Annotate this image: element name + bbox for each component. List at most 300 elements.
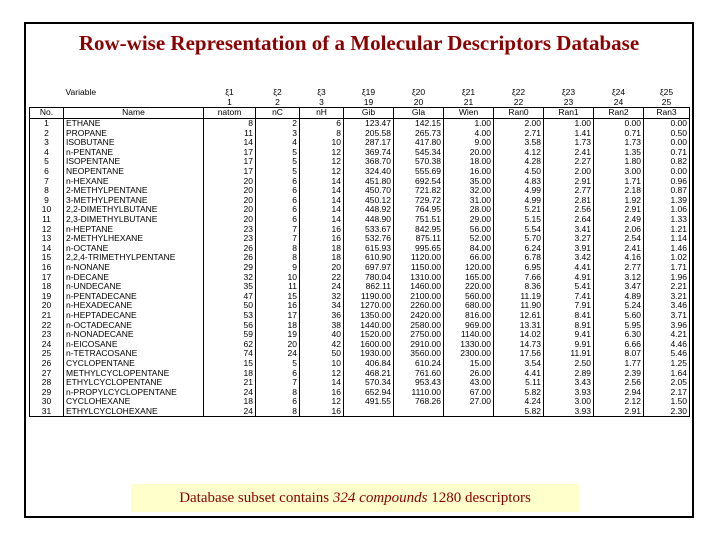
value-cell: 14 xyxy=(300,186,344,196)
value-cell: 5 xyxy=(256,359,300,369)
value-cell: 13.31 xyxy=(494,320,544,330)
value-cell: 67.00 xyxy=(444,387,494,397)
row-number-cell: 18 xyxy=(30,282,64,292)
value-cell: 3.93 xyxy=(544,407,594,417)
value-cell: 17 xyxy=(204,167,256,177)
descriptor-number: 2 xyxy=(275,97,280,107)
value-cell: 287.17 xyxy=(344,138,394,148)
value-cell: 8.41 xyxy=(544,311,594,321)
value-cell: 31.00 xyxy=(444,196,494,206)
value-cell: 2.41 xyxy=(594,244,644,254)
value-cell: 1.77 xyxy=(594,359,644,369)
value-cell: 2.94 xyxy=(594,387,644,397)
value-cell: 5.54 xyxy=(494,224,544,234)
value-cell: 20 xyxy=(204,196,256,206)
value-cell: 6.95 xyxy=(494,263,544,273)
column-header: Ran1 xyxy=(544,108,594,119)
table-row xyxy=(30,167,690,177)
value-cell: 3.91 xyxy=(544,244,594,254)
value-cell: 4.83 xyxy=(494,176,544,186)
value-cell: 451.80 xyxy=(344,176,394,186)
compound-name-cell: 3-METHYLPENTANE xyxy=(64,196,204,206)
compound-name-cell: 2-METHYLHEXANE xyxy=(64,234,204,244)
value-cell: 3.47 xyxy=(594,282,644,292)
column-header: No. xyxy=(30,108,64,119)
value-cell: 120.00 xyxy=(444,263,494,273)
value-cell: 53 xyxy=(204,311,256,321)
value-cell: 10 xyxy=(256,272,300,282)
compound-name-cell: METHYLCYCLOPENTANE xyxy=(64,368,204,378)
table-row xyxy=(30,397,690,407)
value-cell: 32 xyxy=(300,291,344,301)
compound-name-cell: n-PENTANE xyxy=(64,148,204,158)
row-number-cell: 20 xyxy=(30,301,64,311)
column-header: Ran3 xyxy=(644,108,690,119)
value-cell: 768.26 xyxy=(394,397,444,407)
value-cell: 59 xyxy=(204,330,256,340)
value-cell: 4 xyxy=(256,138,300,148)
value-cell: 6 xyxy=(300,118,344,128)
table-row xyxy=(30,291,690,301)
value-cell: 0.00 xyxy=(644,138,690,148)
value-cell: 3.93 xyxy=(544,387,594,397)
row-number-cell: 27 xyxy=(30,368,64,378)
compound-name-cell: n-PENTADECANE xyxy=(64,291,204,301)
value-cell: 23 xyxy=(204,234,256,244)
value-cell: 4.12 xyxy=(494,148,544,158)
value-cell: 12.61 xyxy=(494,311,544,321)
table-row xyxy=(30,148,690,158)
value-cell: 324.40 xyxy=(344,167,394,177)
value-cell: 18 xyxy=(204,368,256,378)
value-cell: 20.00 xyxy=(444,148,494,158)
value-cell: 18 xyxy=(204,397,256,407)
value-cell: 4.41 xyxy=(494,368,544,378)
row-number-cell: 4 xyxy=(30,148,64,158)
compound-name-cell: ISOPENTANE xyxy=(64,157,204,167)
value-cell: 7.66 xyxy=(494,272,544,282)
value-cell: 4.46 xyxy=(644,339,690,349)
value-cell: 555.69 xyxy=(394,167,444,177)
value-cell: 12 xyxy=(300,397,344,407)
value-cell: 4.89 xyxy=(594,291,644,301)
value-cell xyxy=(444,407,494,417)
value-cell: 570.38 xyxy=(394,157,444,167)
value-cell: 7 xyxy=(256,224,300,234)
compound-name-cell: n-DECANE xyxy=(64,272,204,282)
value-cell: 406.84 xyxy=(344,359,394,369)
value-cell: 1.64 xyxy=(644,368,690,378)
value-cell: 3.58 xyxy=(494,138,544,148)
value-cell: 4.91 xyxy=(544,272,594,282)
row-number-cell: 25 xyxy=(30,349,64,359)
value-cell: 953.43 xyxy=(394,378,444,388)
value-cell: 816.00 xyxy=(444,311,494,321)
value-cell: 26 xyxy=(204,244,256,254)
value-cell: 2.91 xyxy=(594,205,644,215)
value-cell: 12 xyxy=(300,157,344,167)
column-header: natom xyxy=(204,108,256,119)
value-cell: 1.71 xyxy=(594,176,644,186)
value-cell: 74 xyxy=(204,349,256,359)
value-cell: 142.15 xyxy=(394,118,444,128)
row-number-cell: 23 xyxy=(30,330,64,340)
value-cell: 35 xyxy=(204,282,256,292)
row-number-cell: 9 xyxy=(30,196,64,206)
value-cell: 417.80 xyxy=(394,138,444,148)
value-cell: 3.43 xyxy=(544,378,594,388)
value-cell: 29 xyxy=(204,263,256,273)
value-cell: 2.00 xyxy=(494,118,544,128)
compound-name-cell: n-NONADECANE xyxy=(64,330,204,340)
value-cell xyxy=(344,407,394,417)
value-cell: 34 xyxy=(300,301,344,311)
value-cell: 2750.00 xyxy=(394,330,444,340)
row-number-cell: 30 xyxy=(30,397,64,407)
table-row xyxy=(30,234,690,244)
compound-name-cell: n-HEPTANE xyxy=(64,224,204,234)
descriptor-symbol: ξ20 xyxy=(411,88,426,98)
value-cell: 26 xyxy=(204,253,256,263)
value-cell: 2.05 xyxy=(644,378,690,388)
row-number-cell: 16 xyxy=(30,263,64,273)
descriptor-table-container xyxy=(29,88,689,417)
value-cell: 780.04 xyxy=(344,272,394,282)
value-cell: 5.41 xyxy=(544,282,594,292)
value-cell: 4.16 xyxy=(594,253,644,263)
value-cell: 2.12 xyxy=(594,397,644,407)
value-cell: 1.92 xyxy=(594,196,644,206)
value-cell: 369.74 xyxy=(344,148,394,158)
value-cell: 8 xyxy=(204,118,256,128)
value-cell: 11.90 xyxy=(494,301,544,311)
column-header: Gla xyxy=(394,108,444,119)
compound-name-cell: ETHYLCYCLOPENTANE xyxy=(64,378,204,388)
descriptor-number: 20 xyxy=(413,97,424,107)
compound-name-cell: ETHANE xyxy=(64,118,204,128)
value-cell: 6 xyxy=(256,215,300,225)
value-cell: 56.00 xyxy=(444,224,494,234)
descriptor-symbol: ξ3 xyxy=(317,88,326,98)
table-row xyxy=(30,157,690,167)
value-cell: 16 xyxy=(300,407,344,417)
descriptor-number: 25 xyxy=(661,97,672,107)
descriptor-number: 23 xyxy=(563,97,574,107)
value-cell: 3 xyxy=(256,128,300,138)
value-cell: 36 xyxy=(300,311,344,321)
column-header: Name xyxy=(64,108,204,119)
value-cell: 652.94 xyxy=(344,387,394,397)
value-cell: 10 xyxy=(300,138,344,148)
value-cell: 16.00 xyxy=(444,167,494,177)
value-cell: 969.00 xyxy=(444,320,494,330)
row-number-cell: 1 xyxy=(30,118,64,128)
value-cell: 5.24 xyxy=(594,301,644,311)
value-cell: 52.00 xyxy=(444,234,494,244)
value-cell: 2 xyxy=(256,118,300,128)
value-cell: 5.70 xyxy=(494,234,544,244)
row-number-cell: 10 xyxy=(30,205,64,215)
table-row xyxy=(30,407,690,417)
table-row xyxy=(30,196,690,206)
value-cell: 29.00 xyxy=(444,215,494,225)
value-cell: 729.72 xyxy=(394,196,444,206)
value-cell: 32.00 xyxy=(444,186,494,196)
compound-name-cell: 2,2-DIMETHYLBUTANE xyxy=(64,205,204,215)
value-cell: 1190.00 xyxy=(344,291,394,301)
compound-name-cell: n-PROPYLCYCLOPENTANE xyxy=(64,387,204,397)
value-cell: 6 xyxy=(256,205,300,215)
value-cell: 560.00 xyxy=(444,291,494,301)
value-cell: 610.24 xyxy=(394,359,444,369)
value-cell: 20 xyxy=(300,263,344,273)
value-cell: 3.54 xyxy=(494,359,544,369)
value-cell: 1.71 xyxy=(644,263,690,273)
descriptor-symbol: ξ2 xyxy=(273,88,282,98)
value-cell: 2.30 xyxy=(644,407,690,417)
value-cell: 8.36 xyxy=(494,282,544,292)
value-cell: 1.80 xyxy=(594,157,644,167)
compound-name-cell: n-UNDECANE xyxy=(64,282,204,292)
value-cell: 1330.00 xyxy=(444,339,494,349)
value-cell: 545.34 xyxy=(394,148,444,158)
value-cell: 2.91 xyxy=(544,176,594,186)
compound-name-cell: 2,3-DIMETHYLBUTANE xyxy=(64,215,204,225)
value-cell: 3.21 xyxy=(644,291,690,301)
value-cell: 20 xyxy=(204,205,256,215)
value-cell: 5.60 xyxy=(594,311,644,321)
value-cell: 450.70 xyxy=(344,186,394,196)
value-cell: 2.49 xyxy=(594,215,644,225)
value-cell: 680.00 xyxy=(444,301,494,311)
descriptor-number: 1 xyxy=(227,97,232,107)
value-cell: 265.73 xyxy=(394,128,444,138)
value-cell: 6 xyxy=(256,397,300,407)
value-cell: 9 xyxy=(256,263,300,273)
database-summary-banner xyxy=(131,484,579,512)
row-number-cell: 14 xyxy=(30,244,64,254)
value-cell: 14 xyxy=(300,176,344,186)
value-cell: 491.55 xyxy=(344,397,394,407)
value-cell: 2.06 xyxy=(594,224,644,234)
value-cell: 3.00 xyxy=(594,167,644,177)
descriptor-symbol: ξ23 xyxy=(561,88,576,98)
value-cell: 1.02 xyxy=(644,253,690,263)
value-cell: 16 xyxy=(300,224,344,234)
value-cell: 9.41 xyxy=(544,330,594,340)
value-cell: 2.39 xyxy=(594,368,644,378)
value-cell: 2580.00 xyxy=(394,320,444,330)
table-row xyxy=(30,128,690,138)
value-cell: 2100.00 xyxy=(394,291,444,301)
table-body xyxy=(30,118,690,416)
value-cell: 11 xyxy=(256,282,300,292)
compound-name-cell: n-OCTADECANE xyxy=(64,320,204,330)
value-cell: 0.71 xyxy=(594,128,644,138)
value-cell: 14.73 xyxy=(494,339,544,349)
value-cell: 50 xyxy=(204,301,256,311)
value-cell: 38 xyxy=(300,320,344,330)
value-cell: 2.71 xyxy=(494,128,544,138)
banner-compounds: 324 compounds xyxy=(332,490,428,506)
compound-name-cell: 2,2,4-TRIMETHYLPENTANE xyxy=(64,253,204,263)
value-cell: 8 xyxy=(256,253,300,263)
value-cell: 10 xyxy=(300,359,344,369)
value-cell: 18 xyxy=(300,244,344,254)
descriptor-number: 19 xyxy=(363,97,374,107)
value-cell: 18 xyxy=(256,320,300,330)
table-row xyxy=(30,282,690,292)
value-cell: 1.39 xyxy=(644,196,690,206)
column-header-row xyxy=(30,108,690,119)
table-row xyxy=(30,378,690,388)
value-cell: 15 xyxy=(204,359,256,369)
value-cell: 3.42 xyxy=(544,253,594,263)
value-cell: 3.71 xyxy=(644,311,690,321)
value-cell: 6 xyxy=(256,368,300,378)
column-header: Wien xyxy=(444,108,494,119)
value-cell: 7 xyxy=(256,234,300,244)
value-cell: 4.50 xyxy=(494,167,544,177)
value-cell: 5 xyxy=(256,157,300,167)
value-cell: 21 xyxy=(204,378,256,388)
table-row xyxy=(30,253,690,263)
value-cell: 32 xyxy=(204,272,256,282)
value-cell: 448.92 xyxy=(344,205,394,215)
descriptor-number-row xyxy=(30,98,690,108)
value-cell: 24 xyxy=(300,282,344,292)
value-cell: 5.46 xyxy=(644,349,690,359)
value-cell: 3.96 xyxy=(644,320,690,330)
compound-name-cell: n-HEPTADECANE xyxy=(64,311,204,321)
value-cell: 35.00 xyxy=(444,176,494,186)
value-cell: 7 xyxy=(256,378,300,388)
descriptor-number: 3 xyxy=(319,97,324,107)
compound-name-cell: n-EICOSANE xyxy=(64,339,204,349)
value-cell: 12 xyxy=(300,148,344,158)
table-row xyxy=(30,387,690,397)
value-cell: 0.00 xyxy=(644,118,690,128)
row-number-cell: 31 xyxy=(30,407,64,417)
value-cell: 17 xyxy=(256,311,300,321)
value-cell: 2260.00 xyxy=(394,301,444,311)
value-cell: 5.82 xyxy=(494,387,544,397)
value-cell: 2.21 xyxy=(644,282,690,292)
descriptor-symbol: ξ1 xyxy=(225,88,234,98)
table-row xyxy=(30,118,690,128)
value-cell: 2.81 xyxy=(544,196,594,206)
value-cell: 2300.00 xyxy=(444,349,494,359)
value-cell: 27.00 xyxy=(444,397,494,407)
value-cell: 2910.00 xyxy=(394,339,444,349)
value-cell: 764.95 xyxy=(394,205,444,215)
descriptor-symbol-row xyxy=(30,88,690,98)
value-cell: 220.00 xyxy=(444,282,494,292)
value-cell: 0.87 xyxy=(644,186,690,196)
value-cell: 47 xyxy=(204,291,256,301)
value-cell: 1460.00 xyxy=(394,282,444,292)
compound-name-cell: n-OCTANE xyxy=(64,244,204,254)
row-number-cell: 6 xyxy=(30,167,64,177)
slide-title: Row-wise Representation of a Molecular Descriptors Database xyxy=(78,31,640,55)
compound-name-cell: 2-METHYLPENTANE xyxy=(64,186,204,196)
row-number-cell: 21 xyxy=(30,311,64,321)
value-cell: 24 xyxy=(256,349,300,359)
value-cell: 5.15 xyxy=(494,215,544,225)
value-cell: 7.91 xyxy=(544,301,594,311)
row-number-cell: 12 xyxy=(30,224,64,234)
value-cell: 1310.00 xyxy=(394,272,444,282)
compound-name-cell: ETHYLCYCLOHEXANE xyxy=(64,407,204,417)
value-cell: 1110.00 xyxy=(394,387,444,397)
value-cell: 2.54 xyxy=(594,234,644,244)
value-cell: 3560.00 xyxy=(394,349,444,359)
row-number-cell: 5 xyxy=(30,157,64,167)
value-cell: 1930.00 xyxy=(344,349,394,359)
value-cell: 66.00 xyxy=(444,253,494,263)
value-cell: 6.24 xyxy=(494,244,544,254)
slide-frame xyxy=(24,22,694,518)
value-cell: 20 xyxy=(204,186,256,196)
variable-label: Variable xyxy=(65,88,97,98)
value-cell: 2420.00 xyxy=(394,311,444,321)
value-cell: 1520.00 xyxy=(344,330,394,340)
value-cell: 2.64 xyxy=(544,215,594,225)
value-cell: 2.91 xyxy=(594,407,644,417)
table-row xyxy=(30,339,690,349)
compound-name-cell: PROPANE xyxy=(64,128,204,138)
table-row xyxy=(30,359,690,369)
value-cell: 2.00 xyxy=(544,167,594,177)
value-cell: 56 xyxy=(204,320,256,330)
value-cell: 751.51 xyxy=(394,215,444,225)
value-cell: 6 xyxy=(256,186,300,196)
row-number-cell: 26 xyxy=(30,359,64,369)
value-cell: 1.14 xyxy=(644,234,690,244)
value-cell: 22 xyxy=(300,272,344,282)
row-number-cell: 28 xyxy=(30,378,64,388)
value-cell: 468.21 xyxy=(344,368,394,378)
value-cell: 368.70 xyxy=(344,157,394,167)
value-cell: 15.00 xyxy=(444,359,494,369)
value-cell: 0.71 xyxy=(644,148,690,158)
value-cell: 6 xyxy=(256,196,300,206)
value-cell: 11.91 xyxy=(544,349,594,359)
value-cell: 84.00 xyxy=(444,244,494,254)
value-cell: 4.28 xyxy=(494,157,544,167)
value-cell: 6.66 xyxy=(594,339,644,349)
row-number-cell: 11 xyxy=(30,215,64,225)
value-cell: 43.00 xyxy=(444,378,494,388)
value-cell: 1.35 xyxy=(594,148,644,158)
table-row xyxy=(30,215,690,225)
value-cell: 6.78 xyxy=(494,253,544,263)
value-cell: 205.58 xyxy=(344,128,394,138)
compound-name-cell: CYCLOPENTANE xyxy=(64,359,204,369)
table-row xyxy=(30,205,690,215)
value-cell: 6 xyxy=(256,176,300,186)
value-cell: 18 xyxy=(300,253,344,263)
value-cell: 17 xyxy=(204,157,256,167)
value-cell: 15 xyxy=(256,291,300,301)
value-cell: 8 xyxy=(256,387,300,397)
value-cell: 14.02 xyxy=(494,330,544,340)
row-number-cell: 17 xyxy=(30,272,64,282)
compound-name-cell: NEOPENTANE xyxy=(64,167,204,177)
value-cell: 8.07 xyxy=(594,349,644,359)
value-cell: 24 xyxy=(204,387,256,397)
value-cell: 4.24 xyxy=(494,397,544,407)
